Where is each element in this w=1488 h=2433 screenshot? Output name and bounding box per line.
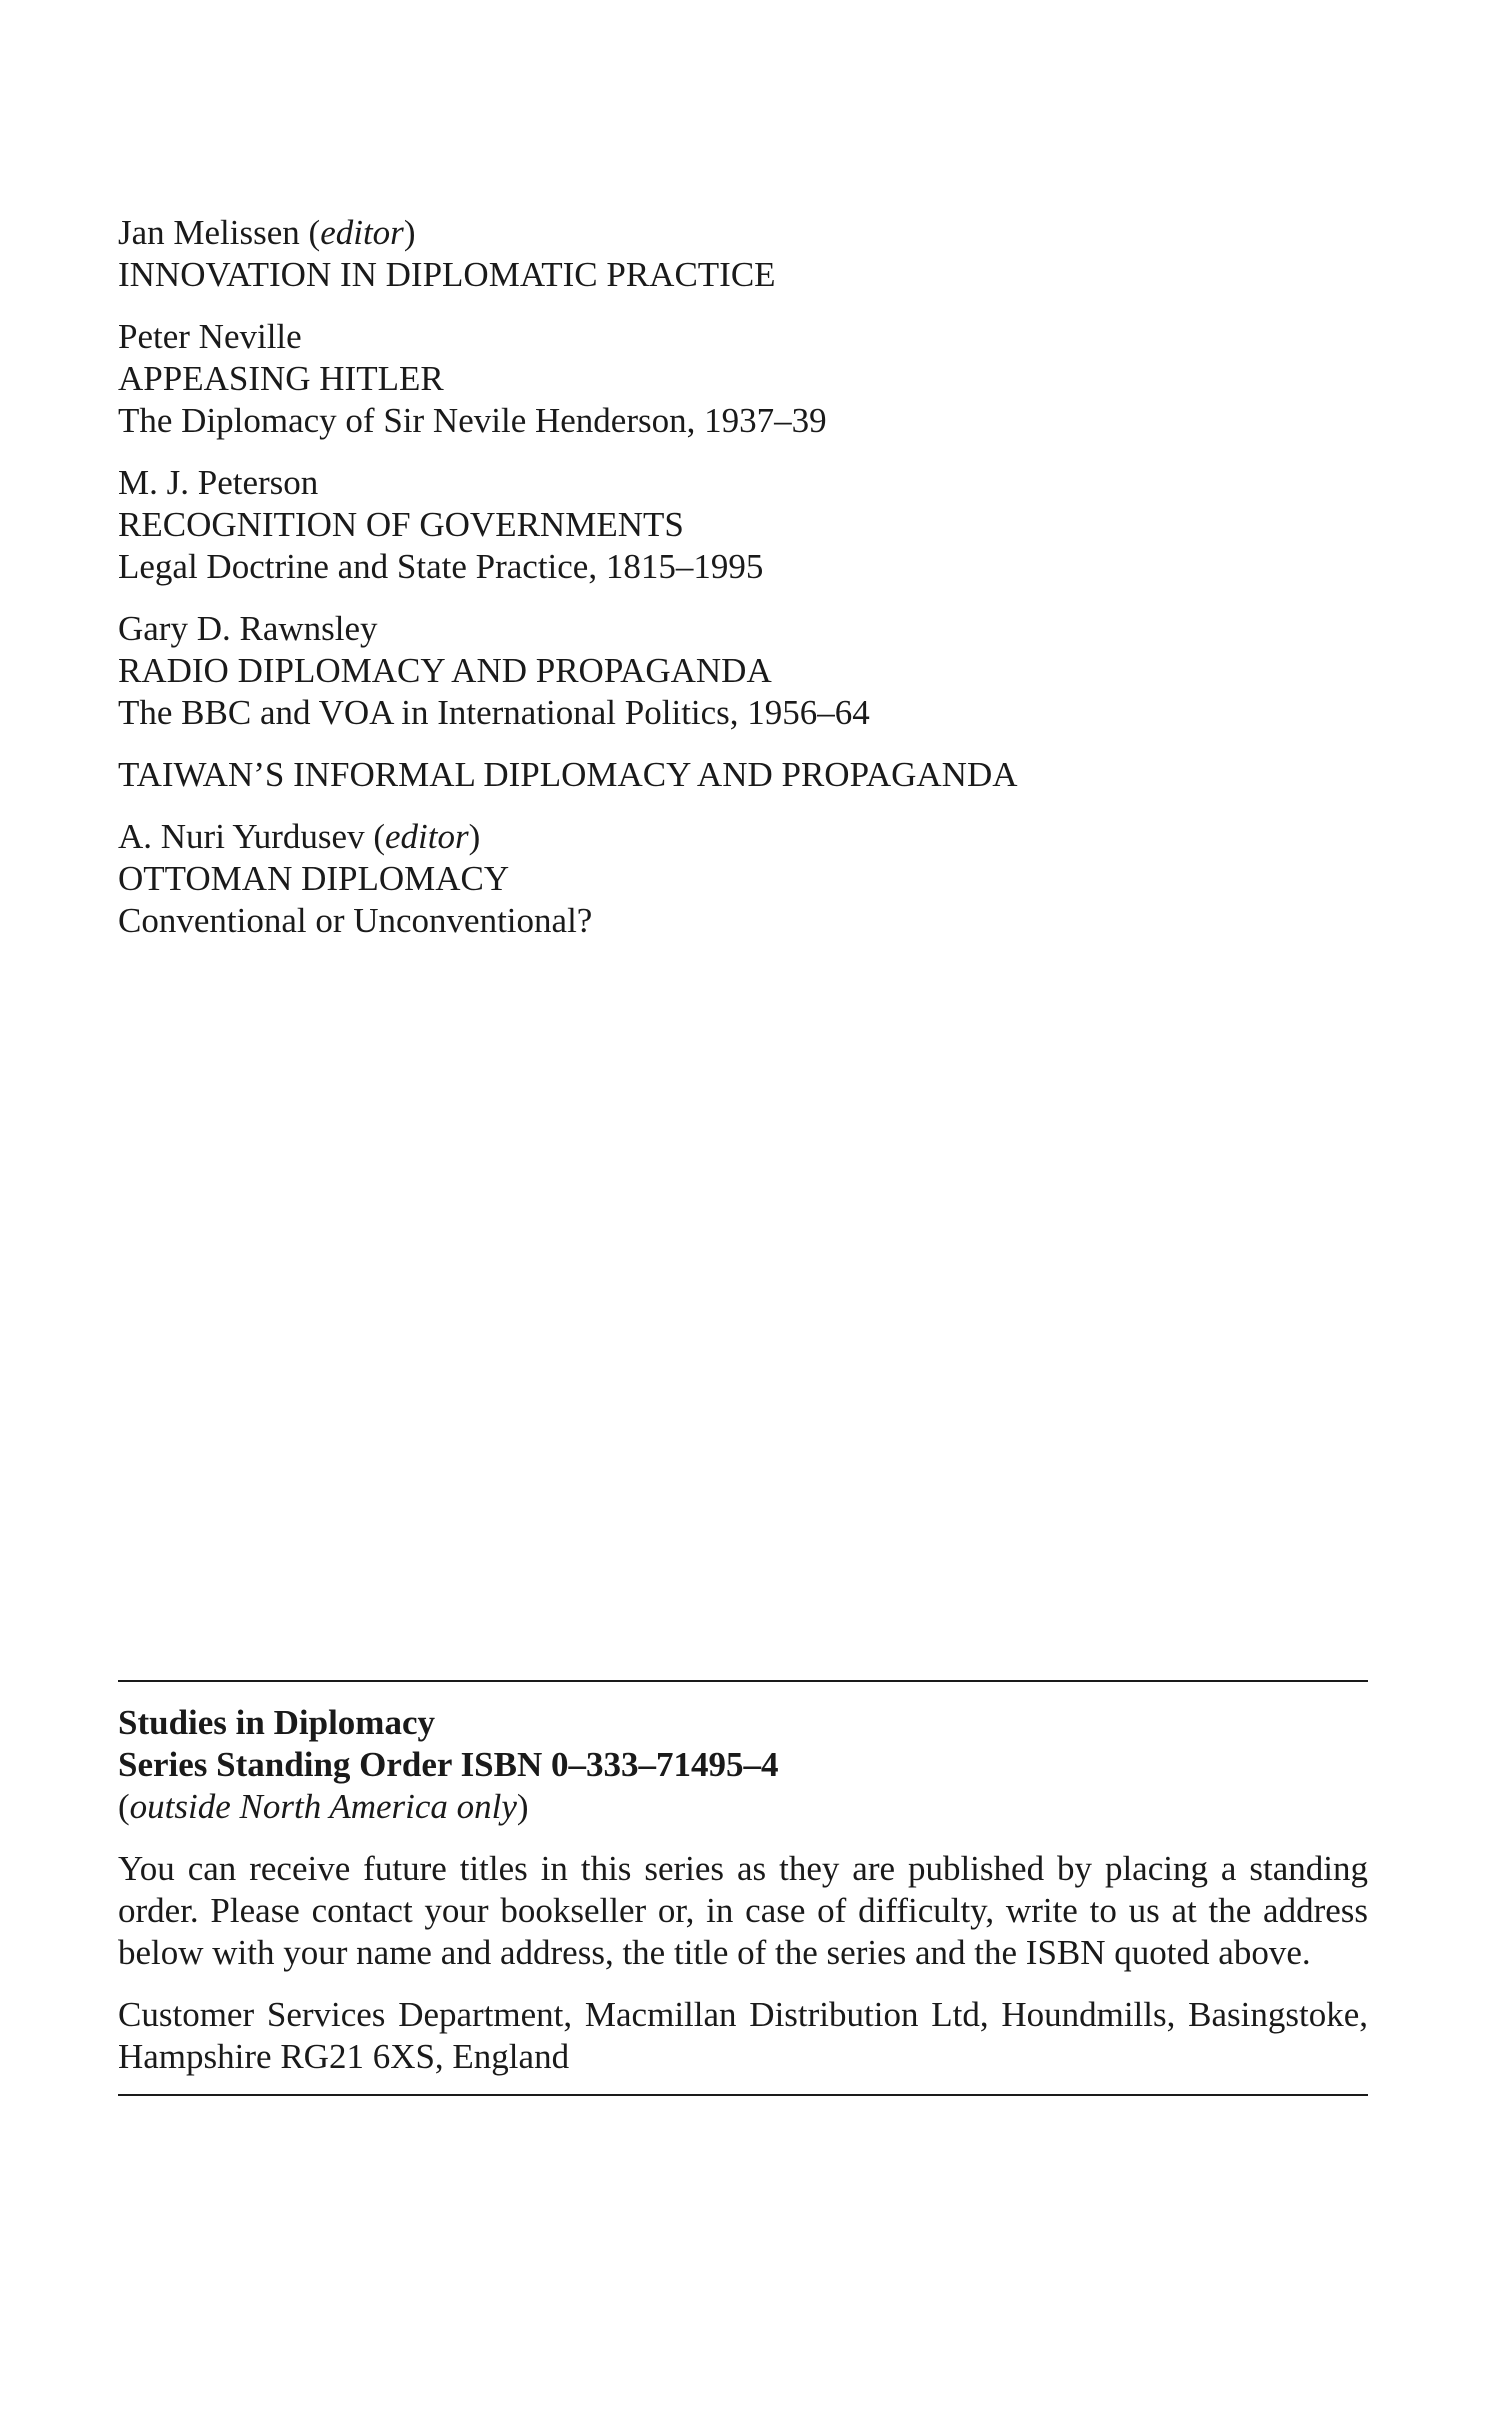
book-title: APPEASING HITLER — [118, 359, 444, 398]
author-role: editor — [320, 213, 404, 252]
author-name: Peter Neville — [118, 317, 302, 356]
standing-order-text: You can receive future titles in this series as they are published by placing a standing order. Please contact your bookseller or, in case of difficulty, write to us at the address below with your name and address, the title of the series and the ISBN quoted above. — [118, 1849, 1368, 1972]
author-role: editor — [385, 817, 469, 856]
author-name: Gary D. Rawnsley — [118, 609, 378, 648]
book-title: RECOGNITION OF GOVERNMENTS — [118, 505, 684, 544]
book-title: INNOVATION IN DIPLOMATIC PRACTICE — [118, 255, 776, 294]
book-entry — [118, 754, 1368, 796]
page — [118, 212, 1368, 2433]
series-note-line: (outside North America only) — [118, 1787, 529, 1826]
book-title: TAIWAN’S INFORMAL DIPLOMACY AND PROPAGANDA — [118, 755, 1018, 794]
author-name: Jan Melissen — [118, 213, 300, 252]
book-entry — [118, 608, 1368, 734]
book-subtitle: Legal Doctrine and State Practice, 1815–1995 — [118, 547, 764, 586]
book-subtitle: The Diplomacy of Sir Nevile Henderson, 1937–39 — [118, 401, 827, 440]
book-subtitle: Conventional or Unconventional? — [118, 901, 593, 940]
book-title: OTTOMAN DIPLOMACY — [118, 859, 510, 898]
author-line: A. Nuri Yurdusev (editor) — [118, 817, 481, 856]
author-line: Jan Melissen (editor) — [118, 213, 416, 252]
book-entry — [118, 316, 1368, 442]
book-subtitle: The BBC and VOA in International Politics, 1956–64 — [118, 693, 870, 732]
author-name: M. J. Peterson — [118, 463, 319, 502]
series-isbn: Series Standing Order ISBN 0–333–71495–4 — [118, 1745, 779, 1784]
author-name: A. Nuri Yurdusev — [118, 817, 365, 856]
book-list — [118, 212, 1368, 942]
standing-order-box — [118, 1680, 1368, 2096]
series-title: Studies in Diplomacy — [118, 1703, 435, 1742]
customer-services-address: Customer Services Department, Macmillan Distribution Ltd, Houndmills, Basingstoke, Hampshire RG21 6XS, England — [118, 1995, 1368, 2076]
book-entry — [118, 462, 1368, 588]
book-entry — [118, 816, 1368, 942]
book-entry — [118, 212, 1368, 296]
series-note: outside North America only — [129, 1787, 517, 1826]
book-title: RADIO DIPLOMACY AND PROPAGANDA — [118, 651, 772, 690]
